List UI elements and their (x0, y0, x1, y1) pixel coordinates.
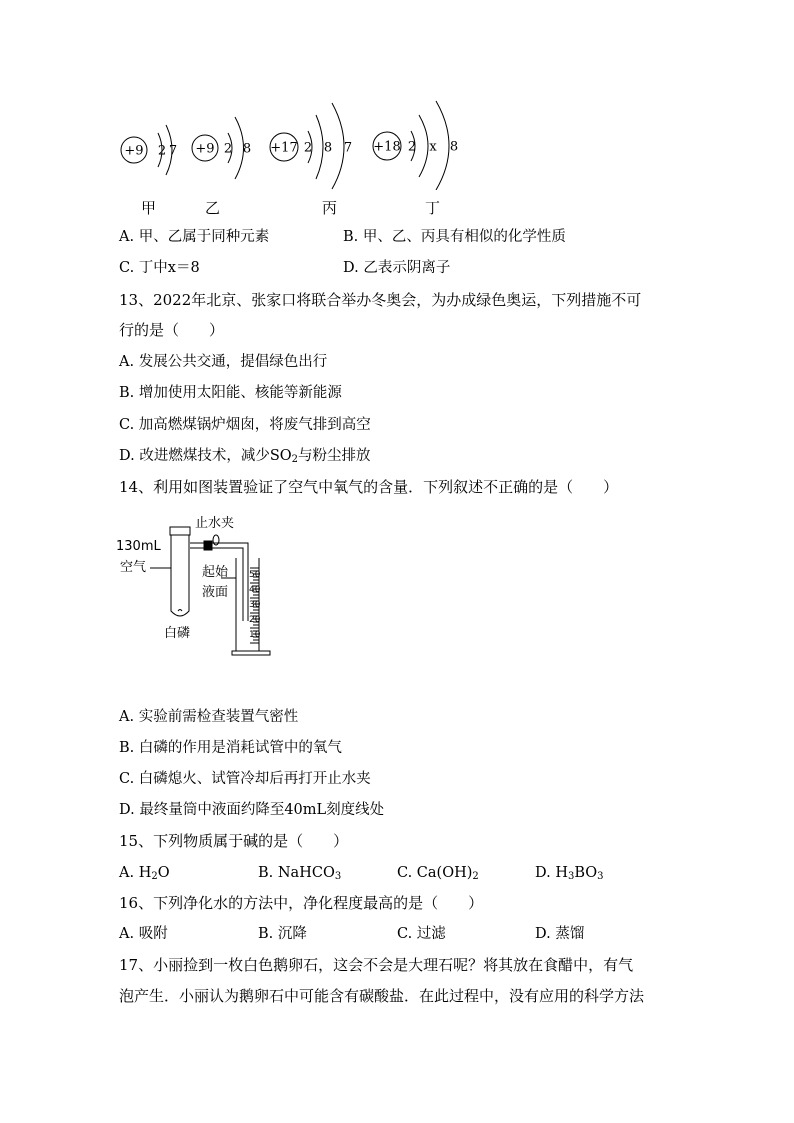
q16-option-c: C. 过滤 (397, 926, 446, 942)
q17-stem-line1: 17、小丽捡到一枚白色鹅卵石，这会不会是大理石呢？将其放在食醋中，有气 (119, 956, 634, 974)
subscript: 2 (151, 871, 158, 882)
q14-stem: 14、利用如图装置验证了空气中氧气的含量．下列叙述不正确的是（ ） (119, 478, 619, 496)
shell-electrons: 8 (449, 139, 459, 155)
formula-text: BO (574, 865, 598, 881)
water-clamp (204, 541, 212, 550)
start-level-label: 起始 (202, 565, 229, 580)
q12-option-c: C. 丁中x＝8 (119, 260, 200, 276)
q15-option-c (397, 863, 479, 883)
formula-text: B. NaHCO (258, 865, 335, 881)
nucleus-charge: +17 (270, 140, 298, 156)
air-label: 空气 (120, 560, 147, 575)
q14-option-c: C. 白磷熄火、试管冷却后再打开止水夹 (119, 771, 371, 787)
scale-mark: 20 (249, 615, 261, 625)
formula-text: O (157, 865, 170, 881)
atom-structure-diagrams (110, 95, 470, 190)
atom-label: 甲 (141, 199, 157, 217)
nucleus-charge: +9 (124, 143, 144, 159)
q15-stem: 15、下列物质属于碱的是（ ） (119, 832, 349, 850)
q16-option-d: D. 蒸馏 (535, 926, 585, 942)
q12-option-a: A. 甲、乙属于同种元素 (119, 229, 270, 245)
shell-electrons: 7 (168, 143, 178, 159)
q16-option-a: A. 吸附 (119, 926, 168, 942)
q14-option-b: B. 白磷的作用是消耗试管中的氧气 (119, 740, 342, 756)
q15-option-b (258, 863, 341, 883)
subscript: 3 (597, 871, 604, 882)
shell-electrons: 2 (303, 140, 313, 156)
q15-option-d (535, 863, 604, 883)
start-level-label: 液面 (202, 585, 229, 600)
nucleus-charge: +18 (373, 139, 401, 155)
q13-option-a: A. 发展公共交通，提倡绿色出行 (119, 354, 328, 370)
q15-option-a (119, 863, 170, 883)
subscript: 2 (291, 454, 299, 465)
q14-option-a: A. 实验前需检查装置气密性 (119, 709, 299, 725)
q17-stem-line2: 泡产生．小丽认为鹅卵石中可能含有碳酸盐．在此过程中，没有应用的科学方法 (119, 987, 645, 1005)
q13-stem-line1: 13、2022年北京、张家口将联合举办冬奥会，为办成绿色奥运，下列措施不可 (119, 291, 642, 309)
stopper (170, 527, 190, 535)
atom-label: 乙 (205, 199, 221, 217)
q12-option-b: B. 甲、乙、丙具有相似的化学性质 (343, 229, 566, 245)
subscript: 2 (472, 871, 479, 882)
q16-stem: 16、下列净化水的方法中，净化程度最高的是（ ） (119, 894, 484, 912)
scale-mark: 30 (249, 600, 261, 610)
subscript: 3 (334, 871, 342, 882)
nucleus-charge: +9 (195, 141, 215, 157)
scale-mark: 50 (249, 570, 261, 580)
scale-mark: 40 (249, 585, 261, 595)
q13-option-d-pre: D. 改进燃煤技术，减少SO (119, 448, 292, 464)
atom-label: 丙 (322, 199, 338, 217)
q12-option-d: D. 乙表示阴离子 (343, 260, 451, 276)
formula-text: A. H (119, 865, 152, 881)
air-volume-label: 130mL (116, 539, 161, 554)
subscript: 3 (567, 871, 575, 882)
phosphorus-label: 白磷 (164, 626, 191, 641)
shell-electrons: 7 (343, 140, 353, 156)
shell-electrons: 2 (223, 141, 233, 157)
q13-option-b: B. 增加使用太阳能、核能等新能源 (119, 385, 342, 401)
q14-option-d: D. 最终量筒中液面约降至40mL刻度线处 (119, 802, 385, 818)
shell-electrons: 2 (157, 143, 167, 159)
scale-mark: 10 (249, 630, 261, 640)
shell-electrons: 8 (323, 140, 333, 156)
atom-label: 丁 (425, 199, 441, 217)
clamp-label: 止水夹 (195, 516, 235, 531)
q13-option-d (119, 446, 371, 466)
test-tube (171, 531, 189, 616)
formula-text: C. Ca(OH) (397, 865, 473, 881)
q16-option-b: B. 沉降 (258, 926, 307, 942)
glass-tube (190, 543, 248, 621)
q13-option-d-post: 与粉尘排放 (298, 448, 371, 464)
oxygen-content-apparatus (114, 513, 284, 663)
shell-electrons: 2 (407, 139, 417, 155)
shell-electrons: 8 (242, 141, 252, 157)
formula-text: D. H (535, 865, 568, 881)
shell-electrons: x (429, 139, 437, 155)
q13-option-c: C. 加高燃煤锅炉烟囱，将废气排到高空 (119, 417, 371, 433)
q13-stem-line2: 行的是（ ） (119, 321, 225, 339)
phosphorus-mark (178, 610, 182, 612)
